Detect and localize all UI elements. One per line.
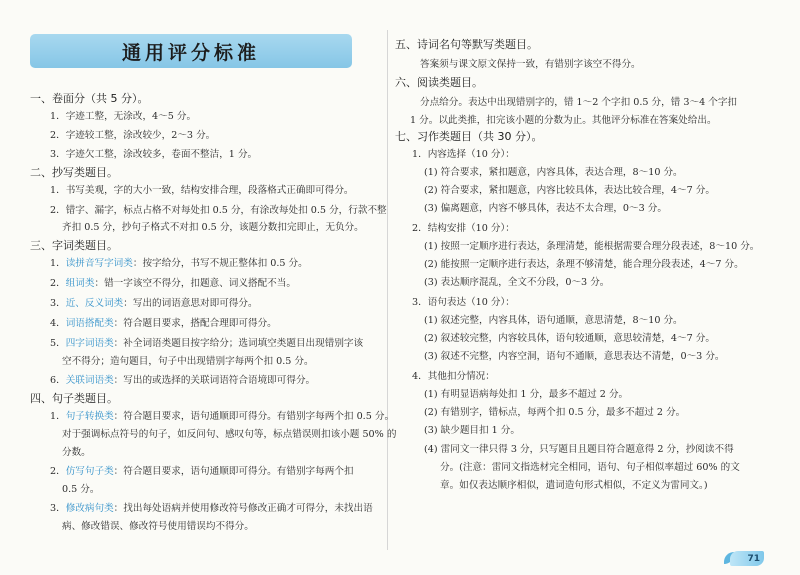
s4-item-1-label: 句子转换类 <box>65 411 114 422</box>
title-banner <box>30 34 352 68</box>
s3-item-4: 4．词语搭配类：符合题目要求，搭配合理即可得分。 <box>50 318 277 329</box>
s7-a-title: 1．内容选择（10 分）： <box>412 149 515 160</box>
section-3-heading: 三、字词类题目。 <box>30 239 118 252</box>
s3-item-6: 6．关联词语类：写出的或选择的关联词语符合语境即可得分。 <box>50 375 316 386</box>
s3-item-2-label: 组词类 <box>65 278 95 289</box>
s1-item-3: 3．字迹欠工整，涂改较多，卷面不整洁，1 分。 <box>50 149 258 160</box>
s3-item-5-cont: 空不得分；造句题目，句子中出现错别字每两个扣 0.5 分。 <box>62 356 314 367</box>
s1-item-1: 1．字迹工整，无涂改，4～5 分。 <box>50 111 197 122</box>
s3-item-1-label: 读拼音写字词类 <box>65 258 133 269</box>
s7-b-title: 2．结构安排（10 分）： <box>412 223 515 234</box>
s3-item-2: 2．组词类：错一字该空不得分，扣题意、词义搭配不当。 <box>50 278 296 289</box>
section-6-heading: 六、阅读类题目。 <box>395 76 483 89</box>
section-7-heading: 七、习作类题目（共 30 分）。 <box>395 130 543 143</box>
s7-d-title: 4．其他扣分情况： <box>412 371 495 382</box>
s3-item-5-label: 四字词语类 <box>65 338 114 349</box>
s4-item-1-cont: 对于强调标点符号的句子，如反问句、感叹句等，标点错误则扣该小题 50% 的 <box>62 429 397 440</box>
s4-item-3-cont: 病、修改错误、修改符号使用错误均不得分。 <box>62 521 254 532</box>
s3-item-3-label: 近、反义词类 <box>65 298 124 309</box>
s4-item-3-label: 修改病句类 <box>65 503 114 514</box>
s7-c-line-1: (1) 叙述完整，内容具体，语句通顺，意思清楚，8～10 分。 <box>424 315 683 326</box>
section-4-heading: 四、句子类题目。 <box>30 392 118 405</box>
s6-text-2: 1 分。以此类推，扣完该小题的分数为止。其他评分标准在答案处给出。 <box>410 115 717 126</box>
s4-item-1-cont2: 分数。 <box>62 447 91 458</box>
s7-b-line-1: (1) 按照一定顺序进行表达，条理清楚，能根据需要合理分段表述，8～10 分。 <box>424 241 760 252</box>
s7-a-line-3: (3) 偏离题意，内容不够具体，表达不太合理，0～3 分。 <box>424 203 667 214</box>
s7-c-title: 3．语句表达（10 分）： <box>412 297 515 308</box>
section-1-heading: 一、卷面分（共 5 分）。 <box>30 92 149 105</box>
section-2-heading: 二、抄写类题目。 <box>30 166 118 179</box>
s6-text-1: 分点给分。表达中出现错别字的，错 1～2 个字扣 0.5 分，错 3～4 个字扣 <box>420 97 738 108</box>
s7-c-line-2: (2) 叙述较完整，内容较具体，语句较通顺，意思较清楚，4～7 分。 <box>424 333 715 344</box>
s7-d-line-6: 章。如仅表达顺序相似，遣词造句形式相似，不定义为雷同文。) <box>440 480 708 491</box>
s1-item-2: 2．字迹较工整，涂改较少，2～3 分。 <box>50 130 216 141</box>
s2-item-2: 2．错字、漏字，标点占格不对每处扣 0.5 分，有涂改每处扣 0.5 分，行款不整 <box>50 205 387 216</box>
section-5-heading: 五、诗词名句等默写类题目。 <box>395 38 538 51</box>
s7-a-line-2: (2) 符合要求，紧扣题意，内容比较具体，表达比较合理，4～7 分。 <box>424 185 715 196</box>
s3-item-4-label: 词语搭配类 <box>65 318 114 329</box>
s7-d-line-5: 分。(注意：雷同文指选材完全相同，语句、句子相似率超过 60% 的文 <box>440 462 740 473</box>
s4-item-2-cont: 0.5 分。 <box>62 484 100 495</box>
s7-a-line-1: (1) 符合要求，紧扣题意，内容具体，表达合理，8～10 分。 <box>424 167 683 178</box>
s7-d-line-1: (1) 有明显语病每处扣 1 分，最多不超过 2 分。 <box>424 389 629 400</box>
s4-item-2: 2．仿写句子类：符合题目要求，语句通顺即可得分。有错别字每两个扣 <box>50 466 354 477</box>
s3-item-5: 5．四字词语类：补全词语类题目按字给分；选词填空类题目出现错别字该 <box>50 338 364 349</box>
s7-d-line-2: (2) 有错别字，错标点，每两个扣 0.5 分，最多不超过 2 分。 <box>424 407 686 418</box>
s3-item-6-label: 关联词语类 <box>65 375 114 386</box>
s4-item-1: 1．句子转换类：符合题目要求，语句通顺即可得分。有错别字每两个扣 0.5 分。 <box>50 411 395 422</box>
s7-c-line-3: (3) 叙述不完整，内容空洞，语句不通顺，意思表达不清楚，0～3 分。 <box>424 351 725 362</box>
s3-item-1: 1．读拼音写字词类：按字给分，书写不规正整体扣 0.5 分。 <box>50 258 308 269</box>
s4-item-3: 3．修改病句类：找出每处语病并使用修改符号修改正确才可得分，未找出语 <box>50 503 373 514</box>
s7-b-line-3: (3) 表达顺序混乱，全文不分段，0～3 分。 <box>424 277 610 288</box>
page-number: 71 <box>730 551 764 566</box>
s7-d-line-3: (3) 缺少题目扣 1 分。 <box>424 425 520 436</box>
column-divider <box>387 30 388 550</box>
s3-item-3: 3．近、反义词类：写出的词语意思对即可得分。 <box>50 298 258 309</box>
s2-item-2-cont: 齐扣 0.5 分，抄句子格式不对扣 0.5 分，该题分数扣完即止，无负分。 <box>62 222 364 233</box>
s7-d-line-4: (4) 雷同文一律只得 3 分，只写题目且题目符合题意得 2 分，抄阅读不得 <box>424 444 734 455</box>
page-title: 通用评分标准 <box>121 41 260 64</box>
s7-b-line-2: (2) 能按照一定顺序进行表达，条理不够清楚，能合理分段表述，4～7 分。 <box>424 259 744 270</box>
s2-item-1: 1．书写美观，字的大小一致，结构安排合理，段落格式正确即可得分。 <box>50 185 354 196</box>
s5-text: 答案须与课文原文保持一致，有错别字该空不得分。 <box>420 59 641 70</box>
s4-item-2-label: 仿写句子类 <box>65 466 114 477</box>
